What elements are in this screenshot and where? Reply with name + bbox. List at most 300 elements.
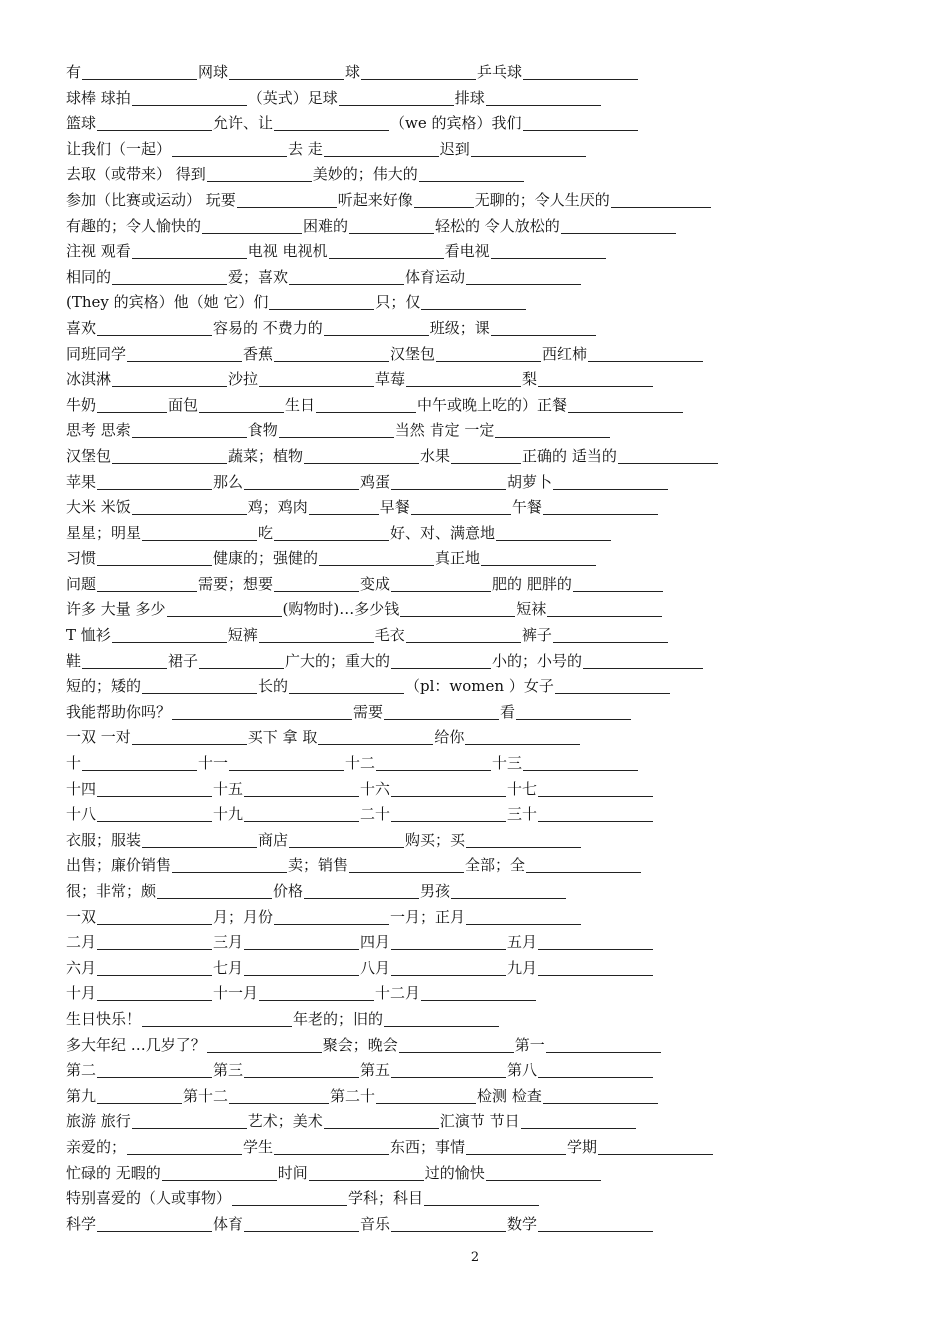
word-prompt: 十九 bbox=[213, 805, 244, 824]
answer-blank[interactable] bbox=[132, 498, 247, 515]
word-prompt: 数学 bbox=[507, 1214, 538, 1233]
word-prompt: 苹果 bbox=[66, 472, 97, 491]
answer-blank[interactable] bbox=[523, 63, 638, 80]
worksheet-row bbox=[66, 930, 886, 956]
worksheet-row bbox=[66, 1212, 886, 1238]
answer-blank[interactable] bbox=[274, 114, 389, 131]
answer-blank[interactable] bbox=[465, 728, 580, 745]
answer-blank[interactable] bbox=[421, 293, 526, 310]
worksheet-row bbox=[66, 725, 886, 751]
word-prompt: 十四 bbox=[66, 779, 97, 798]
word-prompt: 九月 bbox=[507, 958, 538, 977]
answer-blank[interactable] bbox=[391, 1061, 506, 1078]
answer-blank[interactable] bbox=[97, 780, 212, 797]
word-prompt: 当然 肯定 一定 bbox=[394, 421, 495, 440]
worksheet-row bbox=[66, 86, 886, 112]
word-prompt: 早餐 bbox=[379, 498, 410, 517]
worksheet-row bbox=[66, 418, 886, 444]
worksheet-row bbox=[66, 879, 886, 905]
answer-blank[interactable] bbox=[97, 1215, 212, 1232]
answer-blank[interactable] bbox=[97, 114, 212, 131]
answer-blank[interactable] bbox=[127, 1138, 242, 1155]
answer-blank[interactable] bbox=[391, 575, 491, 592]
word-prompt: 月；月份 bbox=[213, 907, 274, 926]
word-prompt: 三月 bbox=[213, 933, 244, 952]
word-prompt: 第十二 bbox=[183, 1086, 229, 1105]
word-prompt: 午餐 bbox=[511, 498, 542, 517]
worksheet-row bbox=[66, 521, 886, 547]
answer-blank[interactable] bbox=[583, 652, 703, 669]
answer-blank[interactable] bbox=[82, 652, 167, 669]
answer-blank[interactable] bbox=[229, 63, 344, 80]
word-prompt: 出售；廉价销售 bbox=[66, 856, 172, 875]
answer-blank[interactable] bbox=[207, 1036, 322, 1053]
answer-blank[interactable] bbox=[304, 882, 419, 899]
word-prompt: 汇演节 节日 bbox=[439, 1112, 520, 1131]
word-prompt: 第八 bbox=[507, 1061, 538, 1080]
answer-blank[interactable] bbox=[97, 933, 212, 950]
answer-blank[interactable] bbox=[97, 575, 197, 592]
answer-blank[interactable] bbox=[538, 780, 653, 797]
answer-blank[interactable] bbox=[132, 89, 247, 106]
word-prompt: 卖；销售 bbox=[288, 856, 349, 875]
answer-blank[interactable] bbox=[543, 498, 658, 515]
answer-blank[interactable] bbox=[391, 805, 506, 822]
worksheet-row bbox=[66, 1161, 886, 1187]
worksheet-row bbox=[66, 137, 886, 163]
answer-blank[interactable] bbox=[411, 498, 511, 515]
answer-blank[interactable] bbox=[97, 1087, 182, 1104]
answer-blank[interactable] bbox=[466, 1138, 566, 1155]
word-prompt: 汉堡包 bbox=[66, 446, 112, 465]
answer-blank[interactable] bbox=[259, 626, 374, 643]
word-prompt: 科学 bbox=[66, 1214, 97, 1233]
word-prompt: 喜欢 bbox=[66, 318, 97, 337]
word-prompt: 球棒 球拍 bbox=[66, 88, 131, 107]
word-prompt: 学科；科目 bbox=[348, 1189, 424, 1208]
word-prompt: 容易的 不费力的 bbox=[213, 318, 323, 337]
word-prompt: 鸡蛋 bbox=[360, 472, 391, 491]
word-prompt: （pl：women ）女子 bbox=[405, 677, 554, 696]
word-prompt: 广大的；重大的 bbox=[285, 651, 391, 670]
answer-blank[interactable] bbox=[521, 1112, 636, 1129]
answer-blank[interactable] bbox=[451, 882, 566, 899]
word-prompt: 十月 bbox=[66, 984, 97, 1003]
word-prompt: 冰淇淋 bbox=[66, 370, 112, 389]
answer-blank[interactable] bbox=[486, 89, 601, 106]
answer-blank[interactable] bbox=[244, 1061, 359, 1078]
worksheet-row bbox=[66, 623, 886, 649]
word-prompt: 生日 bbox=[285, 395, 316, 414]
answer-blank[interactable] bbox=[555, 677, 670, 694]
answer-blank[interactable] bbox=[421, 984, 536, 1001]
answer-blank[interactable] bbox=[289, 677, 404, 694]
answer-blank[interactable] bbox=[495, 421, 610, 438]
answer-blank[interactable] bbox=[466, 831, 581, 848]
word-prompt: 肥的 肥胖的 bbox=[492, 574, 572, 593]
word-prompt: 特别喜爱的（人或事物） bbox=[66, 1189, 232, 1208]
word-prompt: 买下 拿 取 bbox=[247, 728, 318, 747]
word-prompt: 购买；买 bbox=[405, 830, 466, 849]
answer-blank[interactable] bbox=[132, 242, 247, 259]
answer-blank[interactable] bbox=[274, 1138, 389, 1155]
answer-blank[interactable] bbox=[451, 447, 521, 464]
word-prompt: 困难的 bbox=[303, 216, 349, 235]
answer-blank[interactable] bbox=[526, 856, 641, 873]
worksheet-row bbox=[66, 700, 886, 726]
word-prompt: 沙拉 bbox=[228, 370, 259, 389]
word-prompt: 学期 bbox=[567, 1137, 598, 1156]
answer-blank[interactable] bbox=[274, 908, 389, 925]
answer-blank[interactable] bbox=[324, 319, 429, 336]
answer-blank[interactable] bbox=[538, 805, 653, 822]
answer-blank[interactable] bbox=[466, 268, 581, 285]
answer-blank[interactable] bbox=[376, 1087, 476, 1104]
worksheet-row bbox=[66, 495, 886, 521]
answer-blank[interactable] bbox=[304, 447, 419, 464]
answer-blank[interactable] bbox=[237, 191, 337, 208]
answer-blank[interactable] bbox=[324, 140, 439, 157]
word-prompt: 草莓 bbox=[375, 370, 406, 389]
answer-blank[interactable] bbox=[309, 498, 379, 515]
word-prompt: (They 的宾格）他（她 它）们 bbox=[66, 293, 269, 312]
answer-blank[interactable] bbox=[324, 1112, 439, 1129]
word-prompt: 牛奶 bbox=[66, 395, 97, 414]
worksheet-row bbox=[66, 1135, 886, 1161]
answer-blank[interactable] bbox=[97, 319, 212, 336]
answer-blank[interactable] bbox=[244, 473, 359, 490]
word-prompt: 蔬菜；植物 bbox=[228, 446, 304, 465]
word-prompt: 美妙的；伟大的 bbox=[312, 165, 418, 184]
answer-blank[interactable] bbox=[516, 703, 631, 720]
answer-blank[interactable] bbox=[269, 293, 374, 310]
worksheet-row bbox=[66, 1109, 886, 1135]
word-prompt: 习惯 bbox=[66, 549, 97, 568]
answer-blank[interactable] bbox=[112, 447, 227, 464]
answer-blank[interactable] bbox=[568, 396, 683, 413]
answer-blank[interactable] bbox=[157, 882, 272, 899]
answer-blank[interactable] bbox=[538, 1215, 653, 1232]
word-prompt: 第五 bbox=[360, 1061, 391, 1080]
worksheet-row bbox=[66, 1033, 886, 1059]
word-prompt: 学生 bbox=[243, 1137, 274, 1156]
word-prompt: 香蕉 bbox=[243, 344, 274, 363]
answer-blank[interactable] bbox=[274, 345, 389, 362]
answer-blank[interactable] bbox=[142, 1010, 292, 1027]
word-prompt: 排球 bbox=[454, 88, 485, 107]
word-prompt: 面包 bbox=[168, 395, 199, 414]
worksheet-row bbox=[66, 1007, 886, 1033]
answer-blank[interactable] bbox=[244, 805, 359, 822]
worksheet-row bbox=[66, 828, 886, 854]
answer-blank[interactable] bbox=[244, 1215, 359, 1232]
answer-blank[interactable] bbox=[471, 140, 586, 157]
answer-blank[interactable] bbox=[97, 984, 212, 1001]
word-prompt: 大米 米饭 bbox=[66, 498, 131, 517]
word-prompt: 体育运动 bbox=[405, 267, 466, 286]
word-prompt: 裙子 bbox=[168, 651, 199, 670]
answer-blank[interactable] bbox=[274, 524, 389, 541]
vocabulary-worksheet bbox=[66, 60, 886, 1237]
answer-blank[interactable] bbox=[588, 345, 703, 362]
answer-blank[interactable] bbox=[319, 549, 434, 566]
worksheet-row bbox=[66, 290, 886, 316]
answer-blank[interactable] bbox=[316, 396, 416, 413]
answer-blank[interactable] bbox=[491, 242, 606, 259]
word-prompt: 食物 bbox=[247, 421, 278, 440]
answer-blank[interactable] bbox=[127, 345, 242, 362]
word-prompt: 第二十 bbox=[330, 1086, 376, 1105]
page-number: 2 bbox=[470, 1250, 480, 1265]
answer-blank[interactable] bbox=[172, 856, 287, 873]
word-prompt: 轻松的 令人放松的 bbox=[435, 216, 560, 235]
answer-blank[interactable] bbox=[538, 959, 653, 976]
answer-blank[interactable] bbox=[523, 754, 638, 771]
answer-blank[interactable] bbox=[309, 1164, 424, 1181]
word-prompt: 全部；全 bbox=[465, 856, 526, 875]
answer-blank[interactable] bbox=[573, 575, 663, 592]
word-prompt: 思考 思索 bbox=[66, 421, 131, 440]
word-prompt: 第九 bbox=[66, 1086, 97, 1105]
word-prompt: 需要 bbox=[353, 702, 384, 721]
answer-blank[interactable] bbox=[419, 165, 524, 182]
answer-blank[interactable] bbox=[202, 217, 302, 234]
word-prompt: 有趣的；令人愉快的 bbox=[66, 216, 202, 235]
word-prompt: 亲爱的； bbox=[66, 1137, 127, 1156]
answer-blank[interactable] bbox=[132, 421, 247, 438]
answer-blank[interactable] bbox=[279, 421, 394, 438]
answer-blank[interactable] bbox=[598, 1138, 713, 1155]
word-prompt: 去取（或带来） 得到 bbox=[66, 165, 206, 184]
worksheet-row bbox=[66, 367, 886, 393]
answer-blank[interactable] bbox=[142, 677, 257, 694]
answer-blank[interactable] bbox=[229, 754, 344, 771]
answer-blank[interactable] bbox=[486, 1164, 601, 1181]
word-prompt: 一双 bbox=[66, 907, 97, 926]
word-prompt: 三十 bbox=[507, 805, 538, 824]
word-prompt: 看 bbox=[500, 702, 516, 721]
answer-blank[interactable] bbox=[97, 396, 167, 413]
word-prompt: 十二 bbox=[345, 754, 376, 773]
word-prompt: 短袜 bbox=[516, 600, 547, 619]
answer-blank[interactable] bbox=[491, 319, 596, 336]
word-prompt: 六月 bbox=[66, 958, 97, 977]
answer-blank[interactable] bbox=[142, 524, 257, 541]
answer-blank[interactable] bbox=[553, 473, 668, 490]
worksheet-row bbox=[66, 239, 886, 265]
word-prompt: 十七 bbox=[507, 779, 538, 798]
word-prompt: 二十 bbox=[360, 805, 391, 824]
worksheet-row bbox=[66, 905, 886, 931]
answer-blank[interactable] bbox=[538, 370, 653, 387]
word-prompt: 中午或晚上吃的）正餐 bbox=[417, 395, 568, 414]
worksheet-row bbox=[66, 802, 886, 828]
answer-blank[interactable] bbox=[384, 703, 499, 720]
word-prompt: 迟到 bbox=[439, 139, 470, 158]
answer-blank[interactable] bbox=[207, 165, 312, 182]
answer-blank[interactable] bbox=[172, 703, 352, 720]
answer-blank[interactable] bbox=[496, 524, 611, 541]
word-prompt: 第一 bbox=[514, 1035, 545, 1054]
word-prompt: 听起来好像 bbox=[337, 190, 413, 209]
answer-blank[interactable] bbox=[538, 933, 653, 950]
word-prompt: 十一月 bbox=[213, 984, 259, 1003]
answer-blank[interactable] bbox=[132, 728, 247, 745]
worksheet-row bbox=[66, 1058, 886, 1084]
answer-blank[interactable] bbox=[232, 1189, 347, 1206]
word-prompt: 十五 bbox=[213, 779, 244, 798]
answer-blank[interactable] bbox=[523, 114, 638, 131]
answer-blank[interactable] bbox=[361, 63, 476, 80]
answer-blank[interactable] bbox=[547, 600, 662, 617]
word-prompt: 只；仅 bbox=[375, 293, 421, 312]
word-prompt: 乒乓球 bbox=[477, 63, 523, 81]
word-prompt: 健康的；强健的 bbox=[213, 549, 319, 568]
word-prompt: 一月；正月 bbox=[390, 907, 466, 926]
word-prompt: 二月 bbox=[66, 933, 97, 952]
answer-blank[interactable] bbox=[406, 626, 521, 643]
answer-blank[interactable] bbox=[349, 856, 464, 873]
answer-blank[interactable] bbox=[162, 1164, 277, 1181]
word-prompt: 看电视 bbox=[444, 242, 490, 261]
answer-blank[interactable] bbox=[424, 1189, 539, 1206]
worksheet-row bbox=[66, 393, 886, 419]
answer-blank[interactable] bbox=[399, 1036, 514, 1053]
answer-blank[interactable] bbox=[611, 191, 711, 208]
word-prompt: 西红柿 bbox=[542, 344, 588, 363]
word-prompt: 爱；喜欢 bbox=[228, 267, 289, 286]
worksheet-row bbox=[66, 546, 886, 572]
word-prompt: 吃 bbox=[258, 523, 274, 542]
answer-blank[interactable] bbox=[172, 140, 287, 157]
word-prompt: 一双 一对 bbox=[66, 728, 131, 747]
answer-blank[interactable] bbox=[436, 345, 541, 362]
word-prompt: 正确的 适当的 bbox=[522, 446, 617, 465]
word-prompt: T 恤衫 bbox=[66, 626, 111, 645]
word-prompt: 四月 bbox=[360, 933, 391, 952]
word-prompt: 电视 电视机 bbox=[247, 242, 328, 261]
word-prompt: 第二 bbox=[66, 1061, 97, 1080]
answer-blank[interactable] bbox=[618, 447, 718, 464]
word-prompt: 梨 bbox=[522, 370, 538, 389]
word-prompt: 艺术；美术 bbox=[247, 1112, 323, 1131]
word-prompt: 去 走 bbox=[288, 139, 323, 158]
answer-blank[interactable] bbox=[391, 959, 506, 976]
word-prompt: 真正地 bbox=[435, 549, 481, 568]
answer-blank[interactable] bbox=[274, 575, 359, 592]
answer-blank[interactable] bbox=[538, 1061, 653, 1078]
answer-blank[interactable] bbox=[339, 89, 454, 106]
word-prompt: 裤子 bbox=[521, 626, 552, 645]
word-prompt: 短的；矮的 bbox=[66, 677, 142, 696]
word-prompt: 毛衣 bbox=[374, 626, 405, 645]
word-prompt: 注视 观看 bbox=[66, 242, 131, 261]
word-prompt: 八月 bbox=[360, 958, 391, 977]
worksheet-row bbox=[66, 316, 886, 342]
word-prompt: 短裤 bbox=[227, 626, 258, 645]
worksheet-row bbox=[66, 981, 886, 1007]
answer-blank[interactable] bbox=[244, 780, 359, 797]
answer-blank[interactable] bbox=[349, 217, 434, 234]
answer-blank[interactable] bbox=[97, 1061, 212, 1078]
word-prompt: 我能帮助你吗？ bbox=[66, 702, 172, 721]
answer-blank[interactable] bbox=[561, 217, 676, 234]
answer-blank[interactable] bbox=[400, 600, 515, 617]
worksheet-row bbox=[66, 777, 886, 803]
word-prompt: 参加（比赛或运动） 玩要 bbox=[66, 190, 236, 209]
answer-blank[interactable] bbox=[259, 984, 374, 1001]
answer-blank[interactable] bbox=[289, 268, 404, 285]
answer-blank[interactable] bbox=[406, 370, 521, 387]
answer-blank[interactable] bbox=[289, 831, 404, 848]
word-prompt: 星星；明星 bbox=[66, 523, 142, 542]
word-prompt: 音乐 bbox=[360, 1214, 391, 1233]
answer-blank[interactable] bbox=[329, 242, 444, 259]
answer-blank[interactable] bbox=[391, 652, 491, 669]
worksheet-row bbox=[66, 597, 886, 623]
answer-blank[interactable] bbox=[318, 728, 433, 745]
answer-blank[interactable] bbox=[112, 268, 227, 285]
answer-blank[interactable] bbox=[244, 959, 359, 976]
answer-blank[interactable] bbox=[82, 754, 197, 771]
word-prompt: 好、对、满意地 bbox=[390, 523, 496, 542]
answer-blank[interactable] bbox=[199, 396, 284, 413]
answer-blank[interactable] bbox=[112, 370, 227, 387]
answer-blank[interactable] bbox=[481, 549, 596, 566]
answer-blank[interactable] bbox=[112, 626, 227, 643]
answer-blank[interactable] bbox=[543, 1087, 658, 1104]
worksheet-row bbox=[66, 956, 886, 982]
answer-blank[interactable] bbox=[97, 473, 212, 490]
answer-blank[interactable] bbox=[546, 1036, 661, 1053]
word-prompt: 胡萝卜 bbox=[507, 472, 553, 491]
worksheet-row bbox=[66, 470, 886, 496]
answer-blank[interactable] bbox=[391, 780, 506, 797]
answer-blank[interactable] bbox=[97, 805, 212, 822]
word-prompt: 年老的；旧的 bbox=[293, 1009, 384, 1028]
answer-blank[interactable] bbox=[132, 1112, 247, 1129]
answer-blank[interactable] bbox=[391, 1215, 506, 1232]
word-prompt: 体育 bbox=[213, 1214, 244, 1233]
word-prompt: 相同的 bbox=[66, 267, 112, 286]
answer-blank[interactable] bbox=[414, 191, 474, 208]
word-prompt: 同班同学 bbox=[66, 344, 127, 363]
word-prompt: （英式）足球 bbox=[247, 88, 338, 107]
answer-blank[interactable] bbox=[229, 1087, 329, 1104]
answer-blank[interactable] bbox=[167, 600, 282, 617]
answer-blank[interactable] bbox=[391, 473, 506, 490]
word-prompt: 变成 bbox=[360, 574, 391, 593]
word-prompt: 篮球 bbox=[66, 114, 97, 133]
word-prompt: 鞋 bbox=[66, 651, 82, 670]
answer-blank[interactable] bbox=[391, 933, 506, 950]
answer-blank[interactable] bbox=[259, 370, 374, 387]
answer-blank[interactable] bbox=[82, 63, 197, 80]
answer-blank[interactable] bbox=[142, 831, 257, 848]
answer-blank[interactable] bbox=[384, 1010, 499, 1027]
answer-blank[interactable] bbox=[466, 908, 581, 925]
answer-blank[interactable] bbox=[97, 959, 212, 976]
answer-blank[interactable] bbox=[376, 754, 491, 771]
answer-blank[interactable] bbox=[244, 933, 359, 950]
answer-blank[interactable] bbox=[97, 908, 212, 925]
word-prompt: 水果 bbox=[420, 446, 451, 465]
answer-blank[interactable] bbox=[553, 626, 668, 643]
answer-blank[interactable] bbox=[199, 652, 284, 669]
worksheet-row bbox=[66, 214, 886, 240]
word-prompt: 第三 bbox=[213, 1061, 244, 1080]
answer-blank[interactable] bbox=[97, 549, 212, 566]
